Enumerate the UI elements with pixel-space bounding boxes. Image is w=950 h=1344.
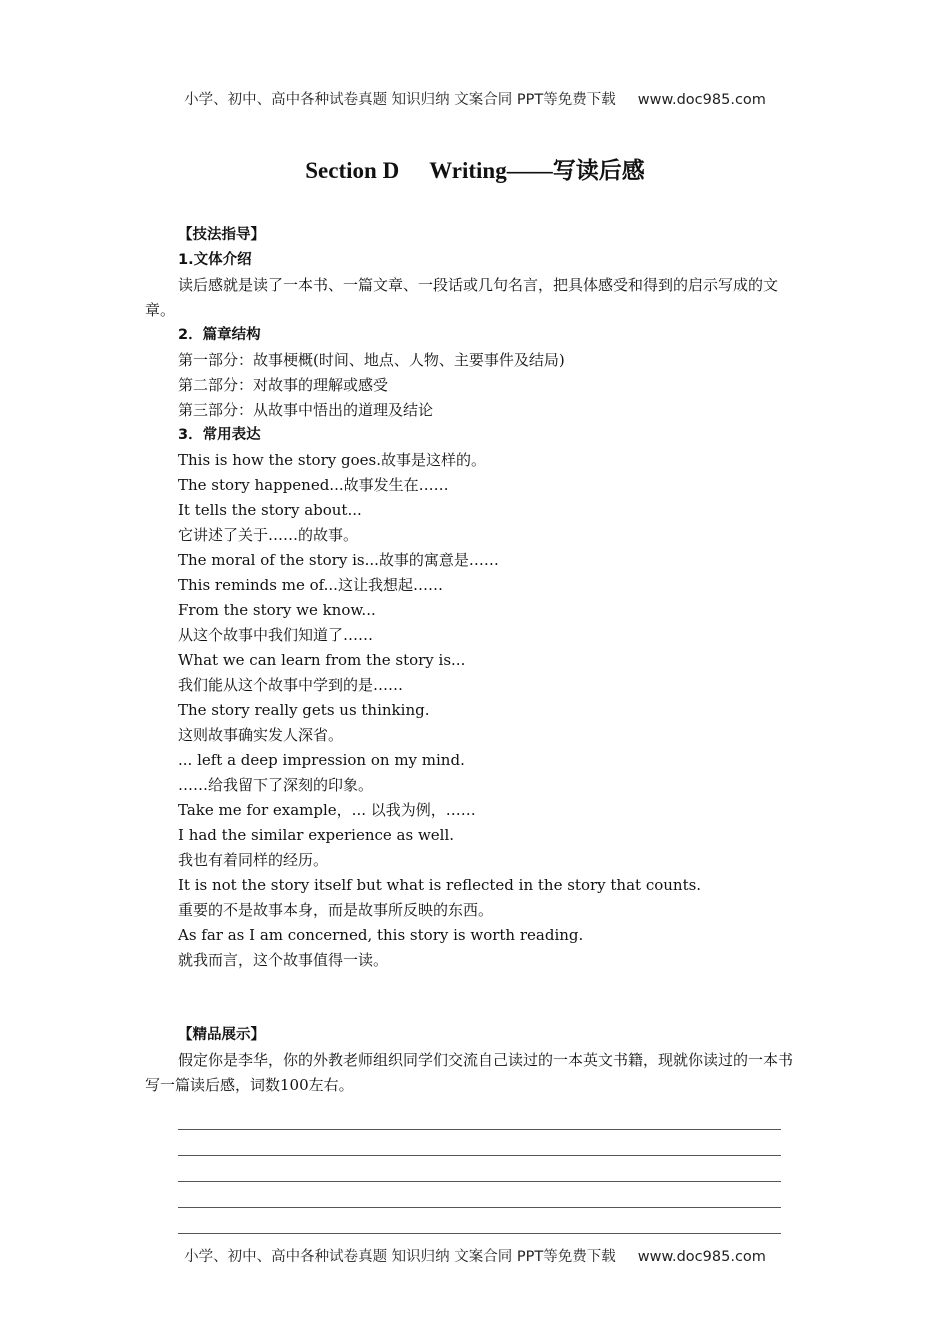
expression-item: 重要的不是故事本身，而是故事所反映的东西。 bbox=[178, 901, 494, 919]
structure-item: 第一部分：故事梗概(时间、地点、人物、主要事件及结局) bbox=[178, 351, 565, 369]
expression-item: I had the similar experience as well. bbox=[178, 826, 455, 844]
header-text: 小学、初中、高中各种试卷真题 知识归纳 文案合同 PPT等免费下载 bbox=[184, 92, 616, 108]
answer-lines bbox=[145, 1104, 807, 1234]
answer-line[interactable] bbox=[178, 1156, 781, 1182]
section-heading-techniques: 【技法指导】 bbox=[178, 227, 265, 243]
footer-text: 小学、初中、高中各种试卷真题 知识归纳 文案合同 PPT等免费下载 bbox=[184, 1249, 616, 1265]
title-part2: Writing——写读后感 bbox=[429, 158, 645, 183]
expression-item: 它讲述了关于……的故事。 bbox=[178, 526, 359, 544]
page-header bbox=[0, 88, 950, 109]
footer-url[interactable]: www.doc985.com bbox=[637, 1249, 766, 1265]
expression-item: 就我而言，这个故事值得一读。 bbox=[178, 951, 389, 969]
answer-line[interactable] bbox=[178, 1104, 781, 1130]
structure-item: 第三部分：从故事中悟出的道理及结论 bbox=[178, 401, 434, 419]
expression-item: As far as I am concerned, this story is worth reading. bbox=[178, 926, 584, 944]
expression-item: This reminds me of...这让我想起…… bbox=[178, 576, 443, 594]
genre-intro: 读后感就是读了一本书、一篇文章、一段话或几句名言，把具体感受和得到的启示写成的文章。 bbox=[145, 276, 779, 319]
structure-item: 第二部分：对故事的理解或感受 bbox=[178, 376, 389, 394]
page-title bbox=[0, 152, 950, 185]
writing-prompt: 假定你是李华，你的外教老师组织同学们交流自己读过的一本英文书籍，现就你读过的一本书写一篇读后感，词数100左右。 bbox=[145, 1051, 794, 1094]
expression-list bbox=[145, 448, 807, 973]
expression-item: It is not the story itself but what is reflected in the story that counts. bbox=[178, 876, 702, 894]
document-body bbox=[145, 223, 807, 1234]
answer-line[interactable] bbox=[178, 1130, 781, 1156]
expression-item: This is how the story goes.故事是这样的。 bbox=[178, 451, 486, 469]
expression-item: 这则故事确实发人深省。 bbox=[178, 726, 344, 744]
expression-item: 我们能从这个故事中学到的是…… bbox=[178, 676, 404, 694]
item-heading-expressions: 3．常用表达 bbox=[178, 427, 261, 443]
expression-item: The moral of the story is...故事的寓意是…… bbox=[178, 551, 499, 569]
item-heading-structure: 2．篇章结构 bbox=[178, 327, 261, 343]
structure-list bbox=[145, 348, 807, 423]
expression-item: The story happened...故事发生在…… bbox=[178, 476, 449, 494]
expression-item: From the story we know... bbox=[178, 601, 376, 619]
title-part1: Section D bbox=[305, 158, 400, 183]
expression-item: What we can learn from the story is... bbox=[178, 651, 466, 669]
expression-item: Take me for example，... 以我为例，…… bbox=[178, 801, 476, 819]
expression-item: 从这个故事中我们知道了…… bbox=[178, 626, 374, 644]
expression-item: ……给我留下了深刻的印象。 bbox=[178, 776, 374, 794]
page-footer bbox=[0, 1245, 950, 1266]
header-url[interactable]: www.doc985.com bbox=[637, 92, 766, 108]
expression-item: 我也有着同样的经历。 bbox=[178, 851, 329, 869]
answer-line[interactable] bbox=[178, 1208, 781, 1234]
expression-item: ... left a deep impression on my mind. bbox=[178, 751, 465, 769]
expression-item: It tells the story about... bbox=[178, 501, 362, 519]
answer-line[interactable] bbox=[178, 1182, 781, 1208]
item-heading-genre: 1.文体介绍 bbox=[178, 252, 252, 268]
section-heading-showcase: 【精品展示】 bbox=[178, 1027, 265, 1043]
expression-item: The story really gets us thinking. bbox=[178, 701, 430, 719]
